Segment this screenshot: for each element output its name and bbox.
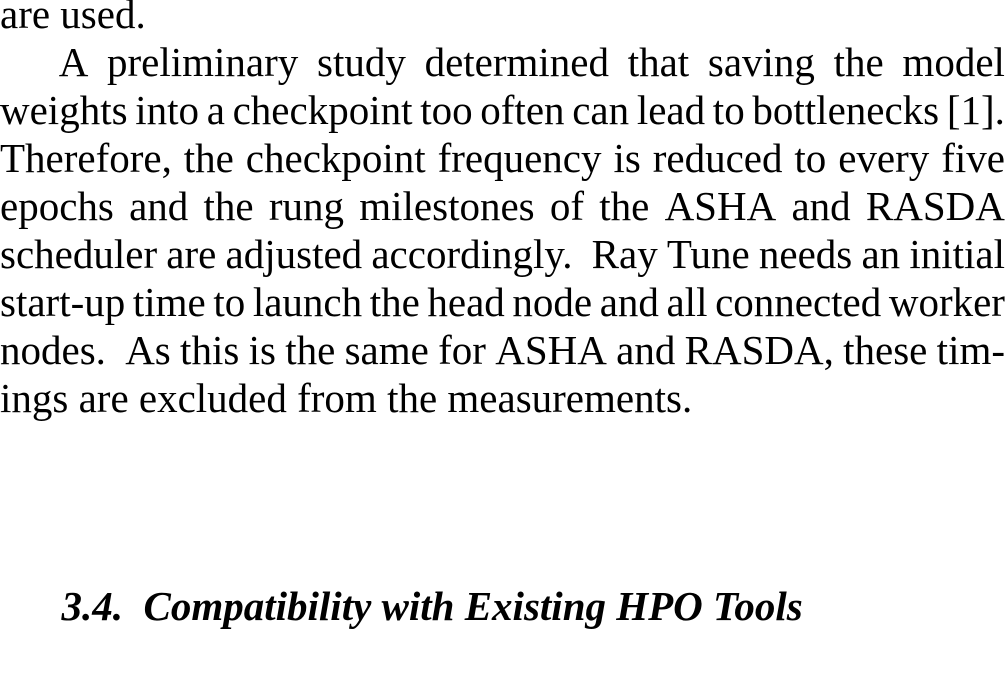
word: the — [285, 327, 336, 373]
section-heading — [0, 534, 1005, 678]
paragraph-line-8 — [0, 326, 1005, 374]
word: launch — [252, 279, 363, 325]
word: ASHA — [664, 183, 777, 229]
word: Ray — [591, 231, 658, 277]
word: initial — [909, 231, 1005, 277]
paragraph-line-4 — [0, 134, 1005, 182]
word: tim- — [936, 327, 1005, 373]
word: checkpoint — [232, 87, 413, 133]
word: into — [135, 87, 200, 133]
word: and — [616, 327, 676, 373]
word: all — [666, 279, 708, 325]
paragraph-line-2 — [0, 38, 1005, 86]
word: and — [791, 183, 851, 229]
word: these — [843, 327, 928, 373]
word: adjusted — [225, 231, 363, 277]
word: start-up — [0, 279, 126, 325]
line-text: ings are excluded from the measurements. — [0, 375, 693, 421]
word: worker — [888, 279, 1005, 325]
word: connected — [715, 279, 882, 325]
paragraph-indent — [0, 38, 40, 86]
word: As — [125, 327, 171, 373]
word: to — [712, 87, 745, 133]
word: is — [613, 135, 641, 181]
word: [1]. — [946, 87, 1005, 133]
word: can — [572, 87, 630, 133]
word: to — [213, 279, 246, 325]
word: and — [129, 183, 189, 229]
word: of — [549, 183, 585, 229]
word: and — [599, 279, 659, 325]
word: node — [512, 279, 593, 325]
word: five — [941, 135, 1005, 181]
word: the — [203, 183, 254, 229]
word: nodes. — [0, 327, 106, 373]
word: that — [627, 39, 690, 85]
word: the — [369, 279, 420, 325]
word: is — [248, 327, 276, 373]
word: accordingly. — [371, 231, 573, 277]
word: the — [833, 39, 884, 85]
word: an — [861, 231, 901, 277]
paragraph-line-9 — [0, 374, 1005, 422]
paragraph-line-6 — [0, 230, 1005, 278]
word: A — [58, 39, 89, 85]
word: preliminary — [107, 39, 299, 85]
word: rung — [268, 183, 345, 229]
word: model — [902, 39, 1005, 85]
word: weights — [0, 87, 128, 133]
word: head — [427, 279, 505, 325]
line-text: are used. — [0, 0, 146, 37]
word: same — [344, 327, 429, 373]
word: time — [132, 279, 206, 325]
paragraph-line-3 — [0, 86, 1005, 134]
word: the — [599, 183, 650, 229]
word: saving — [707, 39, 815, 85]
word: every — [838, 135, 930, 181]
word: epochs — [0, 183, 114, 229]
word: to — [794, 135, 827, 181]
word: often — [480, 87, 565, 133]
word: this — [180, 327, 240, 373]
paragraph-line-1 — [0, 0, 1005, 38]
word: reduced — [652, 135, 783, 181]
word: for — [438, 327, 486, 373]
word: RASDA — [865, 183, 1005, 229]
word: needs — [758, 231, 853, 277]
word: the — [183, 135, 234, 181]
word: lead — [636, 87, 706, 133]
word: Tune — [666, 231, 750, 277]
paragraph-line-7 — [0, 278, 1005, 326]
word: RASDA, — [684, 327, 834, 373]
word: too — [420, 87, 473, 133]
section-heading-text: 3.4. Compatibility with Existing HPO Tools — [61, 583, 803, 629]
word: scheduler — [0, 231, 158, 277]
word: are — [166, 231, 217, 277]
word: Therefore, — [0, 135, 172, 181]
word: milestones — [359, 183, 535, 229]
word: frequency — [437, 135, 602, 181]
word: study — [317, 39, 406, 85]
word: ASHA — [495, 327, 607, 373]
paragraph-line-5 — [0, 182, 1005, 230]
word: bottlenecks — [752, 87, 940, 133]
word: a — [206, 87, 225, 133]
word: determined — [424, 39, 609, 85]
word: checkpoint — [245, 135, 426, 181]
